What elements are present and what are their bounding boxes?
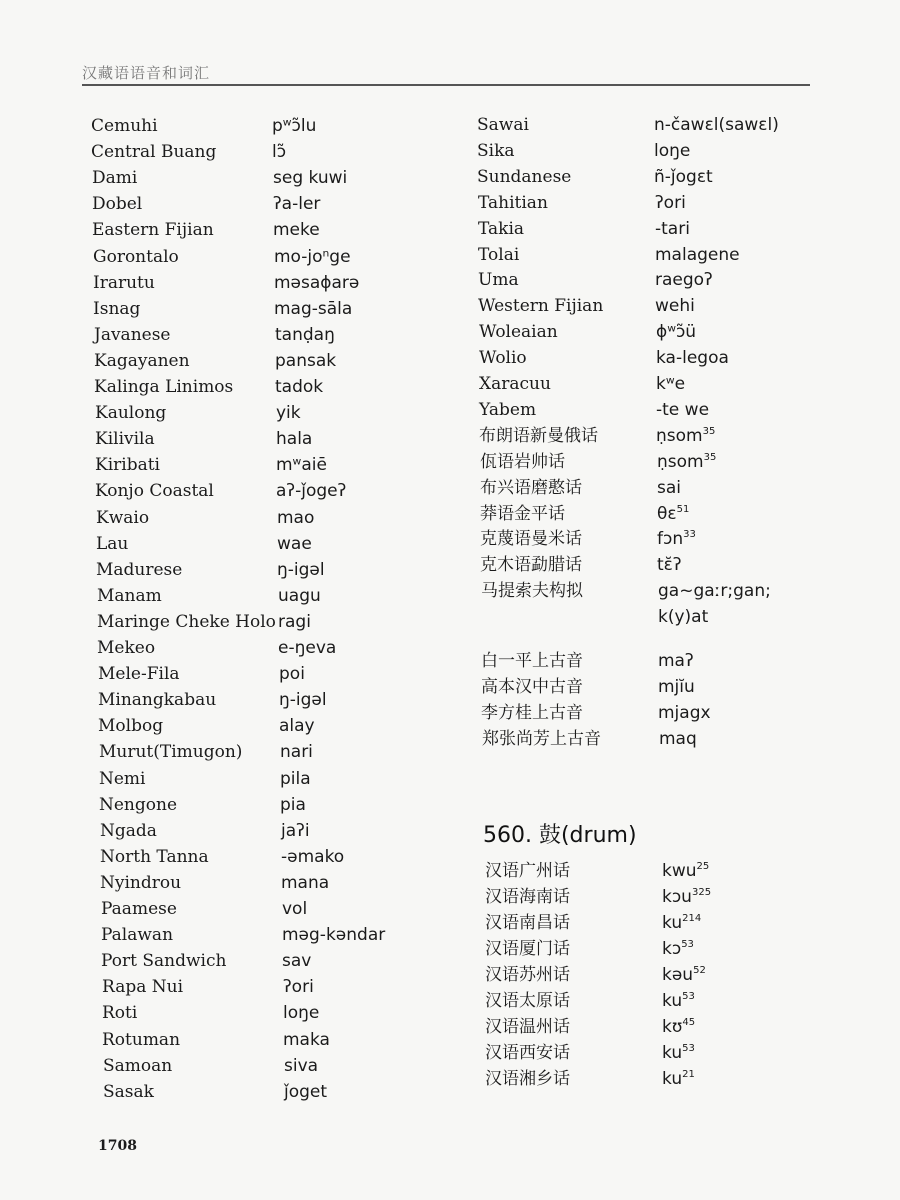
word-form (278, 583, 321, 609)
word-form-base: pʷɔ̃lu (272, 116, 317, 136)
word-form-base: seg kuwi (273, 168, 348, 189)
language-name: Dobel (92, 194, 143, 215)
word-form (656, 319, 696, 345)
word-form (659, 726, 697, 752)
running-header: 汉藏语语音和词汇 (82, 64, 211, 82)
language-name: Port Sandwich (101, 951, 227, 972)
language-name: Kalinga Linimos (94, 377, 234, 397)
language-name: Ngada (100, 820, 157, 841)
word-form-base: k(y)at (658, 607, 709, 628)
word-form (662, 1066, 695, 1092)
language-name: Takia (478, 218, 525, 239)
language-name: Mekeo (97, 638, 156, 658)
tone-number: 35 (703, 451, 717, 463)
word-form (657, 449, 716, 475)
word-form-base: ʔori (283, 977, 314, 998)
language-name: 克木语勐腊话 (480, 555, 582, 576)
word-form (281, 818, 310, 844)
word-form-base: kɔu (662, 887, 692, 907)
word-form (662, 910, 701, 936)
language-name: North Tanna (100, 846, 209, 867)
word-form-base: sai (657, 477, 681, 498)
word-form-base: sav (282, 951, 312, 972)
language-name: Sundanese (477, 166, 572, 187)
section-title: 560. 鼓(drum) (483, 823, 637, 848)
word-form (654, 138, 690, 164)
language-name: 汉语苏州话 (485, 965, 570, 985)
language-name: Kiribati (95, 455, 160, 476)
word-form (655, 216, 690, 242)
word-form (662, 858, 709, 884)
word-form (273, 191, 320, 217)
language-name: Konjo Coastal (95, 481, 214, 502)
word-form (657, 501, 689, 527)
word-form-base: maʔ (658, 651, 694, 671)
language-name: 汉语温州话 (485, 1017, 570, 1037)
word-form (662, 988, 695, 1014)
language-name: Cemuhi (91, 116, 158, 136)
language-name: 汉语南昌话 (485, 913, 570, 933)
word-form (658, 648, 694, 674)
word-form-base: ku (662, 1069, 683, 1089)
language-name: 克蔑语曼米话 (480, 529, 582, 550)
word-form-base: ku (662, 1043, 683, 1063)
language-name: Dami (92, 168, 138, 189)
language-name: Nyindrou (100, 872, 182, 893)
word-form (662, 1040, 695, 1066)
word-form-base: mag-sāla (274, 298, 353, 319)
tone-number: 53 (682, 991, 695, 1002)
language-name: 白一平上古音 (481, 651, 583, 671)
language-name: 布朗语新曼俄话 (479, 425, 598, 446)
word-form (662, 884, 711, 910)
word-form-base: tanḍaŋ (275, 324, 335, 345)
word-form-base: wae (277, 533, 312, 554)
word-form-base: mjagx (658, 702, 711, 723)
language-name: Rapa Nui (102, 977, 184, 998)
word-form (274, 296, 352, 322)
language-name: Nemi (99, 768, 146, 789)
word-form-base: raegoʔ (655, 270, 713, 291)
language-name: Xaracuu (479, 374, 551, 394)
tone-number: 53 (681, 939, 694, 950)
language-name: Tolai (478, 244, 520, 265)
word-form (658, 604, 708, 630)
word-form-base: ku (662, 991, 683, 1011)
word-form (278, 635, 336, 661)
word-form (662, 936, 694, 962)
word-form (276, 426, 312, 452)
word-form-base: poi (279, 664, 305, 685)
word-form (279, 661, 305, 687)
language-name: 汉语海南话 (485, 887, 570, 907)
tone-number: 33 (683, 529, 696, 541)
language-name: Gorontalo (93, 246, 179, 267)
word-form-base: mjĭu (658, 676, 695, 697)
word-form (655, 293, 695, 319)
language-name: 布兴语磨憨话 (480, 477, 582, 498)
language-name: Uma (478, 270, 519, 291)
word-form-base: məg-kəndar (282, 925, 386, 946)
word-form-base: e-ŋeva (278, 638, 337, 658)
language-name: Central Buang (91, 142, 217, 163)
word-form-base: ʔori (655, 192, 686, 213)
word-form (657, 475, 681, 501)
word-form-base: malagene (655, 244, 740, 265)
language-name: Molbog (98, 716, 164, 737)
language-name: 郑张尚芳上古音 (482, 728, 601, 749)
word-form-base: mʷaiē (276, 455, 327, 476)
language-name: Kwaio (96, 507, 150, 528)
word-form (655, 190, 686, 216)
language-name: 李方桂上古音 (481, 702, 583, 723)
language-name: 汉语湘乡话 (485, 1069, 570, 1089)
word-form (662, 962, 706, 988)
word-form-base: yik (276, 403, 301, 424)
header-rule (82, 84, 810, 86)
language-name: Kaulong (95, 403, 167, 424)
word-form (282, 896, 307, 922)
word-form-base: loŋe (283, 1003, 320, 1024)
word-form (277, 557, 325, 583)
word-form-base: ṇsom (656, 425, 703, 446)
word-form (283, 1027, 330, 1053)
word-form-base: -tari (655, 218, 690, 239)
word-form-base: tɛ̆ʔ (657, 555, 682, 576)
word-form (654, 164, 713, 190)
word-form-base: ɸʷɔ̃ü (656, 322, 697, 343)
language-name: Isnag (93, 298, 141, 319)
tone-number: 52 (693, 965, 706, 976)
language-name: Mele-Fila (98, 664, 180, 685)
language-name: Wolio (479, 348, 527, 369)
language-name: Maringe Cheke Holo (97, 611, 276, 632)
word-form-base: θɛ (657, 503, 677, 524)
word-form-base: kwu (662, 861, 697, 881)
word-form (272, 139, 286, 165)
word-form-base: siva (284, 1055, 319, 1076)
language-name: 佤语岩帅话 (480, 451, 565, 472)
word-form-base: məsaɸarə (274, 272, 360, 293)
word-form (284, 1053, 318, 1079)
tone-number: 21 (682, 1069, 695, 1080)
word-form (276, 452, 327, 478)
word-form-base: kɔ (662, 939, 682, 959)
word-form-base: hala (276, 429, 313, 450)
word-form-base: ku (662, 913, 683, 933)
word-form (283, 974, 314, 1000)
language-name: Minangkabau (98, 690, 217, 711)
word-form-base: ŋ-igəl (279, 690, 327, 711)
word-form-base: pansak (275, 350, 337, 371)
word-form (273, 217, 320, 243)
word-form (276, 400, 301, 426)
language-name: 汉语太原话 (485, 991, 570, 1011)
language-name: 汉语广州话 (485, 861, 570, 881)
word-form-base: ǰoget (284, 1081, 328, 1102)
language-name: 汉语厦门话 (485, 939, 570, 959)
word-form-base: wehi (655, 296, 695, 317)
language-name: Eastern Fijian (92, 220, 214, 241)
language-name: Javanese (94, 324, 171, 345)
word-form-base: ʔa-ler (273, 194, 321, 215)
word-form (278, 609, 311, 635)
word-form (279, 687, 327, 713)
language-name: Sasak (103, 1081, 154, 1102)
word-form (657, 552, 682, 578)
language-name: 马提索夫构拟 (481, 581, 583, 602)
word-form-base: n-čawɛl(sawɛl) (654, 115, 779, 135)
word-form-base: nari (280, 742, 313, 763)
language-name: Roti (102, 1003, 138, 1024)
word-form-base: uagu (278, 585, 321, 606)
word-form (655, 267, 713, 293)
language-name: Kagayanen (94, 350, 190, 371)
word-form-base: maq (659, 728, 697, 749)
language-name: 莽语金平话 (480, 503, 565, 524)
word-form-base: vol (282, 899, 308, 919)
language-name: Yabem (479, 399, 537, 420)
word-form (276, 478, 346, 504)
word-form (282, 948, 311, 974)
word-form-base: mana (281, 872, 330, 893)
language-name: Manam (97, 585, 162, 606)
word-form-base: alay (279, 716, 315, 737)
word-form (273, 165, 347, 191)
language-name: Paamese (101, 899, 177, 919)
word-form (281, 844, 344, 870)
word-form-base: -te we (656, 399, 710, 420)
tone-number: 53 (682, 1043, 695, 1054)
word-form (655, 242, 740, 268)
tone-number: 214 (682, 913, 702, 924)
language-name: Rotuman (102, 1029, 181, 1050)
language-name: Murut(Timugon) (99, 742, 243, 763)
word-form-base: ñ-ǰogɛt (654, 166, 713, 187)
word-form (275, 348, 336, 374)
word-form (662, 1014, 695, 1040)
language-name: Kilivila (95, 429, 155, 450)
tone-number: 25 (696, 861, 710, 872)
language-name: Sika (477, 140, 515, 161)
word-form (283, 1000, 319, 1026)
language-name: Palawan (101, 925, 174, 946)
word-form-base: mo-joⁿge (274, 246, 351, 267)
word-form-base: lɔ̃ (272, 142, 287, 163)
language-name: Samoan (103, 1055, 173, 1076)
word-form (656, 345, 729, 371)
word-form (656, 397, 709, 423)
word-form-base: ŋ-igəl (277, 559, 325, 580)
page-number: 1708 (98, 1138, 137, 1154)
word-form (281, 870, 329, 896)
word-form-base: ga~gaːr;gan; (658, 581, 771, 602)
language-name: Western Fijian (478, 296, 604, 317)
word-form-base: maka (283, 1029, 330, 1050)
word-form (277, 531, 312, 557)
language-name: Lau (96, 533, 129, 554)
word-form (658, 700, 711, 726)
word-form (282, 922, 385, 948)
word-form-base: tadok (275, 377, 324, 397)
word-form-base: fɔn (657, 529, 684, 550)
language-name: Nengone (99, 794, 178, 815)
word-form (656, 371, 685, 397)
word-form (274, 244, 351, 270)
word-form-base: pila (280, 768, 311, 789)
word-form (277, 505, 314, 531)
language-name: Irarutu (93, 272, 155, 293)
word-form (272, 113, 316, 139)
tone-number: 51 (676, 503, 690, 515)
language-name: Tahitian (478, 192, 548, 213)
word-form-base: aʔ-ǰogeʔ (276, 481, 347, 502)
language-name: 汉语西安话 (485, 1043, 570, 1063)
language-name: 高本汉中古音 (481, 676, 583, 697)
language-name: Sawai (477, 115, 529, 135)
word-form-base: loŋe (654, 140, 691, 161)
word-form (284, 1079, 327, 1105)
tone-number: 325 (691, 887, 712, 898)
word-form-base: ragi (278, 611, 311, 632)
word-form (280, 792, 306, 818)
word-form-base: mao (277, 507, 315, 528)
word-form (280, 739, 313, 765)
word-form (657, 526, 696, 552)
word-form-base: kəu (662, 965, 694, 985)
word-form (275, 374, 323, 400)
word-form (658, 578, 771, 604)
language-name: Madurese (96, 559, 183, 580)
tone-number: 45 (682, 1017, 696, 1028)
word-form (280, 766, 311, 792)
word-form-base: kʊ (662, 1017, 683, 1037)
tone-number: 35 (702, 425, 716, 437)
word-form-base: ka-legoa (656, 348, 729, 369)
word-form (658, 674, 695, 700)
word-form (275, 322, 335, 348)
word-form (656, 423, 715, 449)
word-form (654, 112, 779, 138)
word-form-base: jaʔi (281, 820, 310, 841)
word-form-base: kʷe (656, 374, 686, 394)
word-form (279, 713, 315, 739)
word-form-base: -əmako (281, 846, 345, 867)
word-form-base: ṇsom (657, 451, 704, 472)
word-form-base: pia (280, 794, 306, 815)
language-name: Woleaian (479, 322, 558, 343)
word-form-base: meke (273, 220, 320, 241)
word-form (274, 270, 359, 296)
